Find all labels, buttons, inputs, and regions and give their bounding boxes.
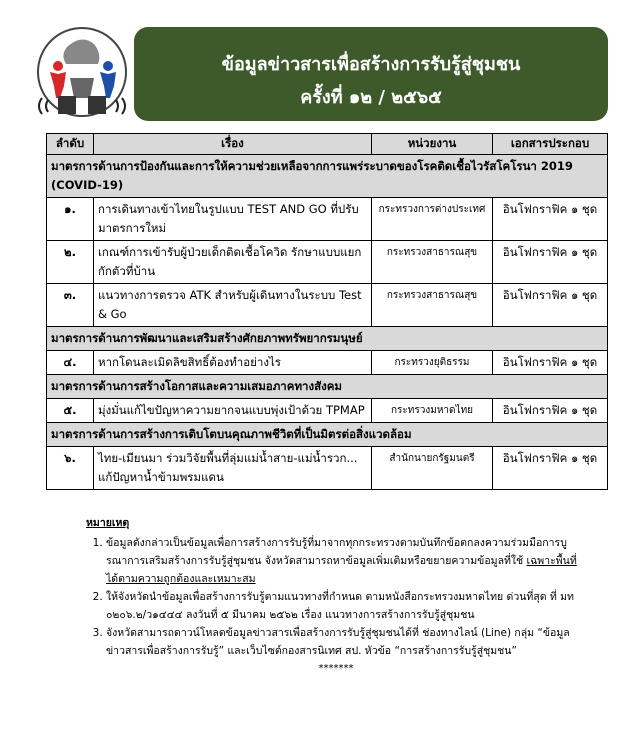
notes-list	[86, 534, 586, 660]
row-topic: ไทย-เมียนมา ร่วมวิจัยพื้นที่ลุ่มแม่น้ำสาย-แม่น้ำรวก... แก้ปัญหาน้ำข้ามพรมแดน	[94, 447, 372, 490]
table-row	[47, 447, 608, 490]
table-row	[47, 284, 608, 327]
section-title: มาตรการด้านการสร้างโอกาสและความเสมอภาคทางสังคม	[47, 375, 608, 399]
col-header-number: ลำดับ	[47, 134, 94, 155]
section-row	[47, 375, 608, 399]
logo-icon	[28, 24, 136, 124]
row-topic: แนวทางการตรวจ ATK สำหรับผู้เดินทางในระบบ Test & Go	[94, 284, 372, 327]
row-agency: กระทรวงสาธารณสุข	[372, 241, 493, 284]
section-title: มาตรการด้านการป้องกันและการให้ความช่วยเหลือจากการแพร่ระบาดของโรคติดเชื้อไวรัสโคโรนา 2019 (COVID-19)	[47, 155, 608, 198]
row-agency: กระทรวงมหาดไทย	[372, 399, 493, 423]
row-document: อินโฟกราฟิค ๑ ชุด	[493, 399, 608, 423]
row-document: อินโฟกราฟิค ๑ ชุด	[493, 284, 608, 327]
table-row	[47, 198, 608, 241]
row-number: ๒.	[47, 241, 94, 284]
note-item: 2. ให้จังหวัดนำข้อมูลเพื่อสร้างการรับรู้ตามแนวทางที่กำหนด ตามหนังสือกระทรวงมหาดไทย ด่วนที่สุด ที่ มท ๐๒๐๖.๒/ว๑๔๔๔ ลงวันที่ ๕ มีนาคม ๒๕๖๒ เรื่อง แนวทางการสร้างการรับรู้สู่ชุมชน	[106, 588, 586, 624]
col-header-topic: เรื่อง	[94, 134, 372, 155]
table-row	[47, 399, 608, 423]
row-number: ๖.	[47, 447, 94, 490]
section-title: มาตรการด้านการพัฒนาและเสริมสร้างศักยภาพทรัพยากรมนุษย์	[47, 327, 608, 351]
table-row	[47, 241, 608, 284]
page-subtitle: ครั้งที่ ๑๒ / ๒๕๖๕	[300, 87, 442, 108]
row-number: ๕.	[47, 399, 94, 423]
section-row	[47, 155, 608, 198]
row-document: อินโฟกราฟิค ๑ ชุด	[493, 351, 608, 375]
row-document: อินโฟกราฟิค ๑ ชุด	[493, 447, 608, 490]
table-header-row	[47, 134, 608, 155]
table-row	[47, 351, 608, 375]
row-number: ๔.	[47, 351, 94, 375]
row-agency: สำนักนายกรัฐมนตรี	[372, 447, 493, 490]
section-row	[47, 423, 608, 447]
row-agency: กระทรวงสาธารณสุข	[372, 284, 493, 327]
page-title: ข้อมูลข่าวสารเพื่อสร้างการรับรู้สู่ชุมชน	[221, 54, 521, 75]
title-banner	[134, 27, 608, 121]
row-agency: กระทรวงยุติธรรม	[372, 351, 493, 375]
row-topic: เกณฑ์การเข้ารับผู้ป่วยเด็กติดเชื้อโควิด รักษาแบบแยกกักตัวที่บ้าน	[94, 241, 372, 284]
note-text: ข้อมูลดังกล่าวเป็นข้อมูลเพื่อการสร้างการรับรู้ที่มาจากทุกกระทรวงตามบันทึกข้อตกลงความร่วมมือการบูรณาการเสริมสร้างการรับรู้สู่ชุมชน จังหวัดสามารถหาข้อมูลเพิ่มเติมหรือขยายความข้อมูลที่ใช้	[106, 537, 567, 567]
end-marker: *******	[318, 663, 354, 674]
note-text-underlined: เฉพาะพื้นที่ได้ตามความถูกต้องและเหมาะสม	[106, 555, 577, 585]
row-document: อินโฟกราฟิค ๑ ชุด	[493, 241, 608, 284]
row-topic: มุ่งมั่นแก้ไขปัญหาความยากจนแบบพุ่งเป้าด้วย TPMAP	[94, 399, 372, 423]
notes-header: หมายเหตุ	[86, 517, 130, 529]
section-title: มาตรการด้านการสร้างการเติบโตบนคุณภาพชีวิตที่เป็นมิตรต่อสิ่งแวดล้อม	[47, 423, 608, 447]
col-header-agency: หน่วยงาน	[372, 134, 493, 155]
note-item: 3. จังหวัดสามารถดาวน์โหลดข้อมูลข่าวสารเพื่อสร้างการรับรู้สู่ชุมชนได้ที่ ช่องทางไลน์ (Line) กลุ่ม “ข้อมูลข่าวสารเพื่อสร้างการรับรู้” และเว็บไซต์กองสารนิเทศ สป. หัวข้อ “การสร้างการรับรู้สู่ชุมชน”	[106, 624, 586, 660]
row-document: อินโฟกราฟิค ๑ ชุด	[493, 198, 608, 241]
note-item	[106, 534, 586, 588]
row-topic: หากโดนละเมิดลิขสิทธิ์ต้องทำอย่างไร	[94, 351, 372, 375]
row-number: ๓.	[47, 284, 94, 327]
info-table	[46, 133, 608, 490]
row-number: ๑.	[47, 198, 94, 241]
col-header-document: เอกสารประกอบ	[493, 134, 608, 155]
row-agency: กระทรวงการต่างประเทศ	[372, 198, 493, 241]
notes-section	[86, 514, 586, 678]
section-row	[47, 327, 608, 351]
row-topic: การเดินทางเข้าไทยในรูปแบบ TEST AND GO ที่ปรับมาตรการใหม่	[94, 198, 372, 241]
